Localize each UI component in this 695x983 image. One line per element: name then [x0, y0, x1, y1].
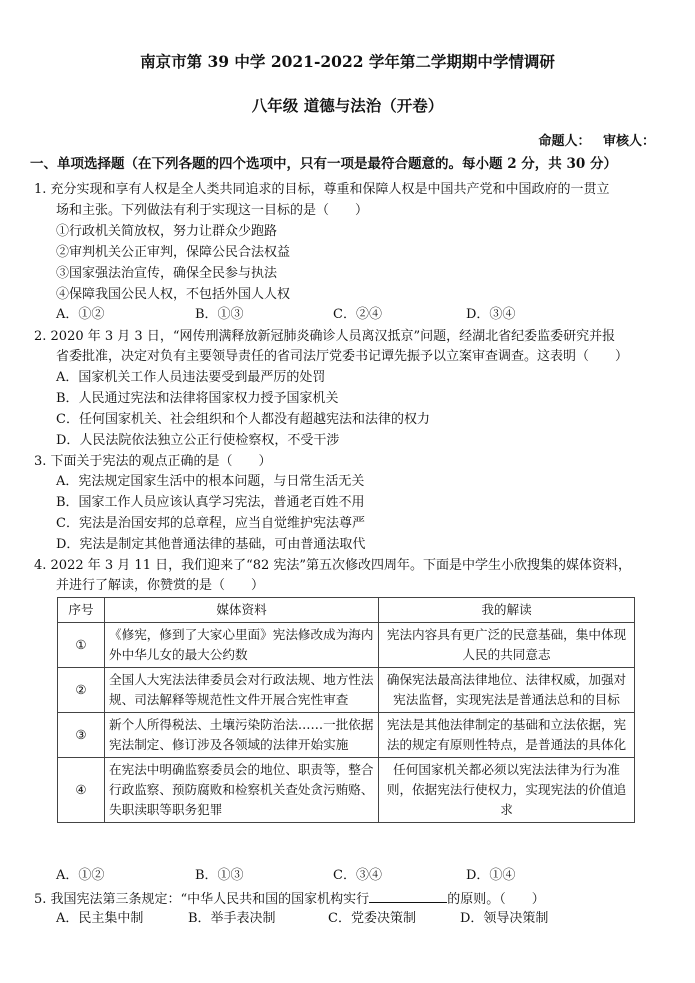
q1-item-1: ①行政机关简放权，努力让群众少跑路 — [56, 224, 278, 239]
media-cell: 新个人所得税法、土壤污染防治法……一批依据宪法制定、修订涉及各领域的法律开始实施 — [105, 713, 379, 758]
row-number: ③ — [58, 713, 105, 758]
q4-stem-line1: 4. 2022 年 3 月 11 日，我们迎来了“82 宪法”第五次修改四周年。下面是中学生小欣搜集的媒体资料， — [34, 558, 632, 573]
reading-cell: 确保宪法最高法律地位、法律权威，加强对宪法监督，实现宪法是普通法总和的目标 — [379, 668, 635, 713]
q3-option-a: A．宪法规定国家生活中的根本问题，与日常生活无关 — [56, 474, 365, 489]
q5-option-a: A．民主集中制 — [56, 911, 144, 926]
q5-option-d: D．领导决策制 — [460, 911, 549, 926]
q4-option-a: A．①② — [56, 868, 105, 883]
q4-option-c: C．③④ — [333, 868, 382, 883]
q1-item-4: ④保障我国公民人权，不包括外国人人权 — [56, 287, 291, 302]
media-cell: 全国人大宪法法律委员会对行政法规、地方性法规、司法解释等规范性文件开展合宪性审查 — [105, 668, 379, 713]
q1-item-3: ③国家强法治宣传，确保全民参与执法 — [56, 266, 278, 281]
q1-option-a: A．①② — [56, 307, 105, 322]
reading-cell: 宪法是其他法律制定的基础和立法依据，宪法的规定有原则性特点，是普通法的具体化 — [379, 713, 635, 758]
q4-stem-line2: 并进行了解读，你赞赏的是（ ） — [56, 578, 265, 593]
q2-option-d: D．人民法院依法独立公正行使检察权，不受干涉 — [56, 433, 340, 448]
table-row — [58, 668, 635, 713]
table-row — [58, 713, 635, 758]
header-reading: 我的解读 — [379, 598, 635, 623]
header-no: 序号 — [58, 598, 105, 623]
table-row — [58, 758, 635, 823]
q2-stem-line2: 省委批准，决定对负有主要领导责任的省司法厅党委书记谭先振予以立案审查调查。这表明（ ） — [56, 349, 629, 364]
q1-stem-line2: 场和主张。下列做法有利于实现这一目标的是（ ） — [56, 203, 369, 218]
q3-option-b: B．国家工作人员应该认真学习宪法，普通老百姓不用 — [56, 495, 365, 510]
reading-cell: 宪法内容具有更广泛的民意基础，集中体现人民的共同意志 — [379, 623, 635, 668]
q2-option-c: C．任何国家机关、社会组织和个人都没有超越宪法和法律的权力 — [56, 412, 430, 427]
q5-option-c: C．党委决策制 — [328, 911, 416, 926]
author-line — [530, 130, 655, 149]
author-label: 命题人： — [538, 134, 591, 149]
q3-option-c: C．宪法是治国安邦的总章程，应当自觉维护宪法尊严 — [56, 516, 365, 531]
q4-option-b: B．①③ — [195, 868, 244, 883]
exam-subtitle: 八年级 道德与法治（开卷） — [251, 96, 444, 115]
q1-item-2: ②审判机关公正审判，保障公民合法权益 — [56, 245, 291, 260]
q5-option-b: B．举手表决制 — [188, 911, 276, 926]
q1-option-c: C．②④ — [333, 307, 382, 322]
exam-title: 南京市第 39 中学 2021-2022 学年第二学期期中学情调研 — [140, 52, 555, 71]
q5-stem-part2: 的原则。（ ） — [447, 892, 545, 907]
row-number: ② — [58, 668, 105, 713]
q2-option-b: B．人民通过宪法和法律将国家权力授予国家机关 — [56, 391, 339, 406]
media-cell: 《修宪，修到了大家心里面》宪法修改成为海内外中华儿女的最大公约数 — [105, 623, 379, 668]
row-number: ④ — [58, 758, 105, 823]
section-heading: 一、单项选择题（在下列各题的四个选项中，只有一项是最符合题意的。每小题 2 分，共 30 分） — [30, 156, 617, 172]
q5-stem — [34, 888, 545, 910]
row-number: ① — [58, 623, 105, 668]
q1-stem-line1: 1. 充分实现和享有人权是全人类共同追求的目标，尊重和保障人权是中国共产党和中国政府的一贯立 — [34, 182, 610, 197]
media-cell: 在宪法中明确监察委员会的地位、职责等，整合行政监察、预防腐败和检察机关查处贪污贿赂、失职渎职等职务犯罪 — [105, 758, 379, 823]
reviewer-label: 审核人： — [602, 134, 655, 149]
q1-option-d: D．③④ — [466, 307, 516, 322]
q2-stem-line1: 2. 2020 年 3 月 3 日，“网传刑满释放新冠肺炎确诊人员离汉抵京”问题，经湖北省纪委监委研究并报 — [34, 329, 616, 344]
q5-stem-part1: 5. 我国宪法第三条规定：“中华人民共和国的国家机构实行 — [34, 892, 370, 907]
q3-stem: 3. 下面关于宪法的观点正确的是（ ） — [34, 454, 272, 469]
q2-option-a: A．国家机关工作人员违法要受到最严厉的处罚 — [56, 370, 326, 385]
q1-option-b: B．①③ — [195, 307, 244, 322]
table-row — [58, 623, 635, 668]
q4-option-d: D．①④ — [466, 868, 516, 883]
q3-option-d: D．宪法是制定其他普通法律的基础，可由普通法取代 — [56, 537, 366, 552]
media-table-header — [58, 598, 635, 623]
media-table — [57, 597, 635, 823]
answer-blank — [369, 888, 447, 903]
header-media: 媒体资料 — [105, 598, 379, 623]
reading-cell: 任何国家机关都必须以宪法法律为行为准则，依据宪法行使权力，实现宪法的价值追求 — [379, 758, 635, 823]
